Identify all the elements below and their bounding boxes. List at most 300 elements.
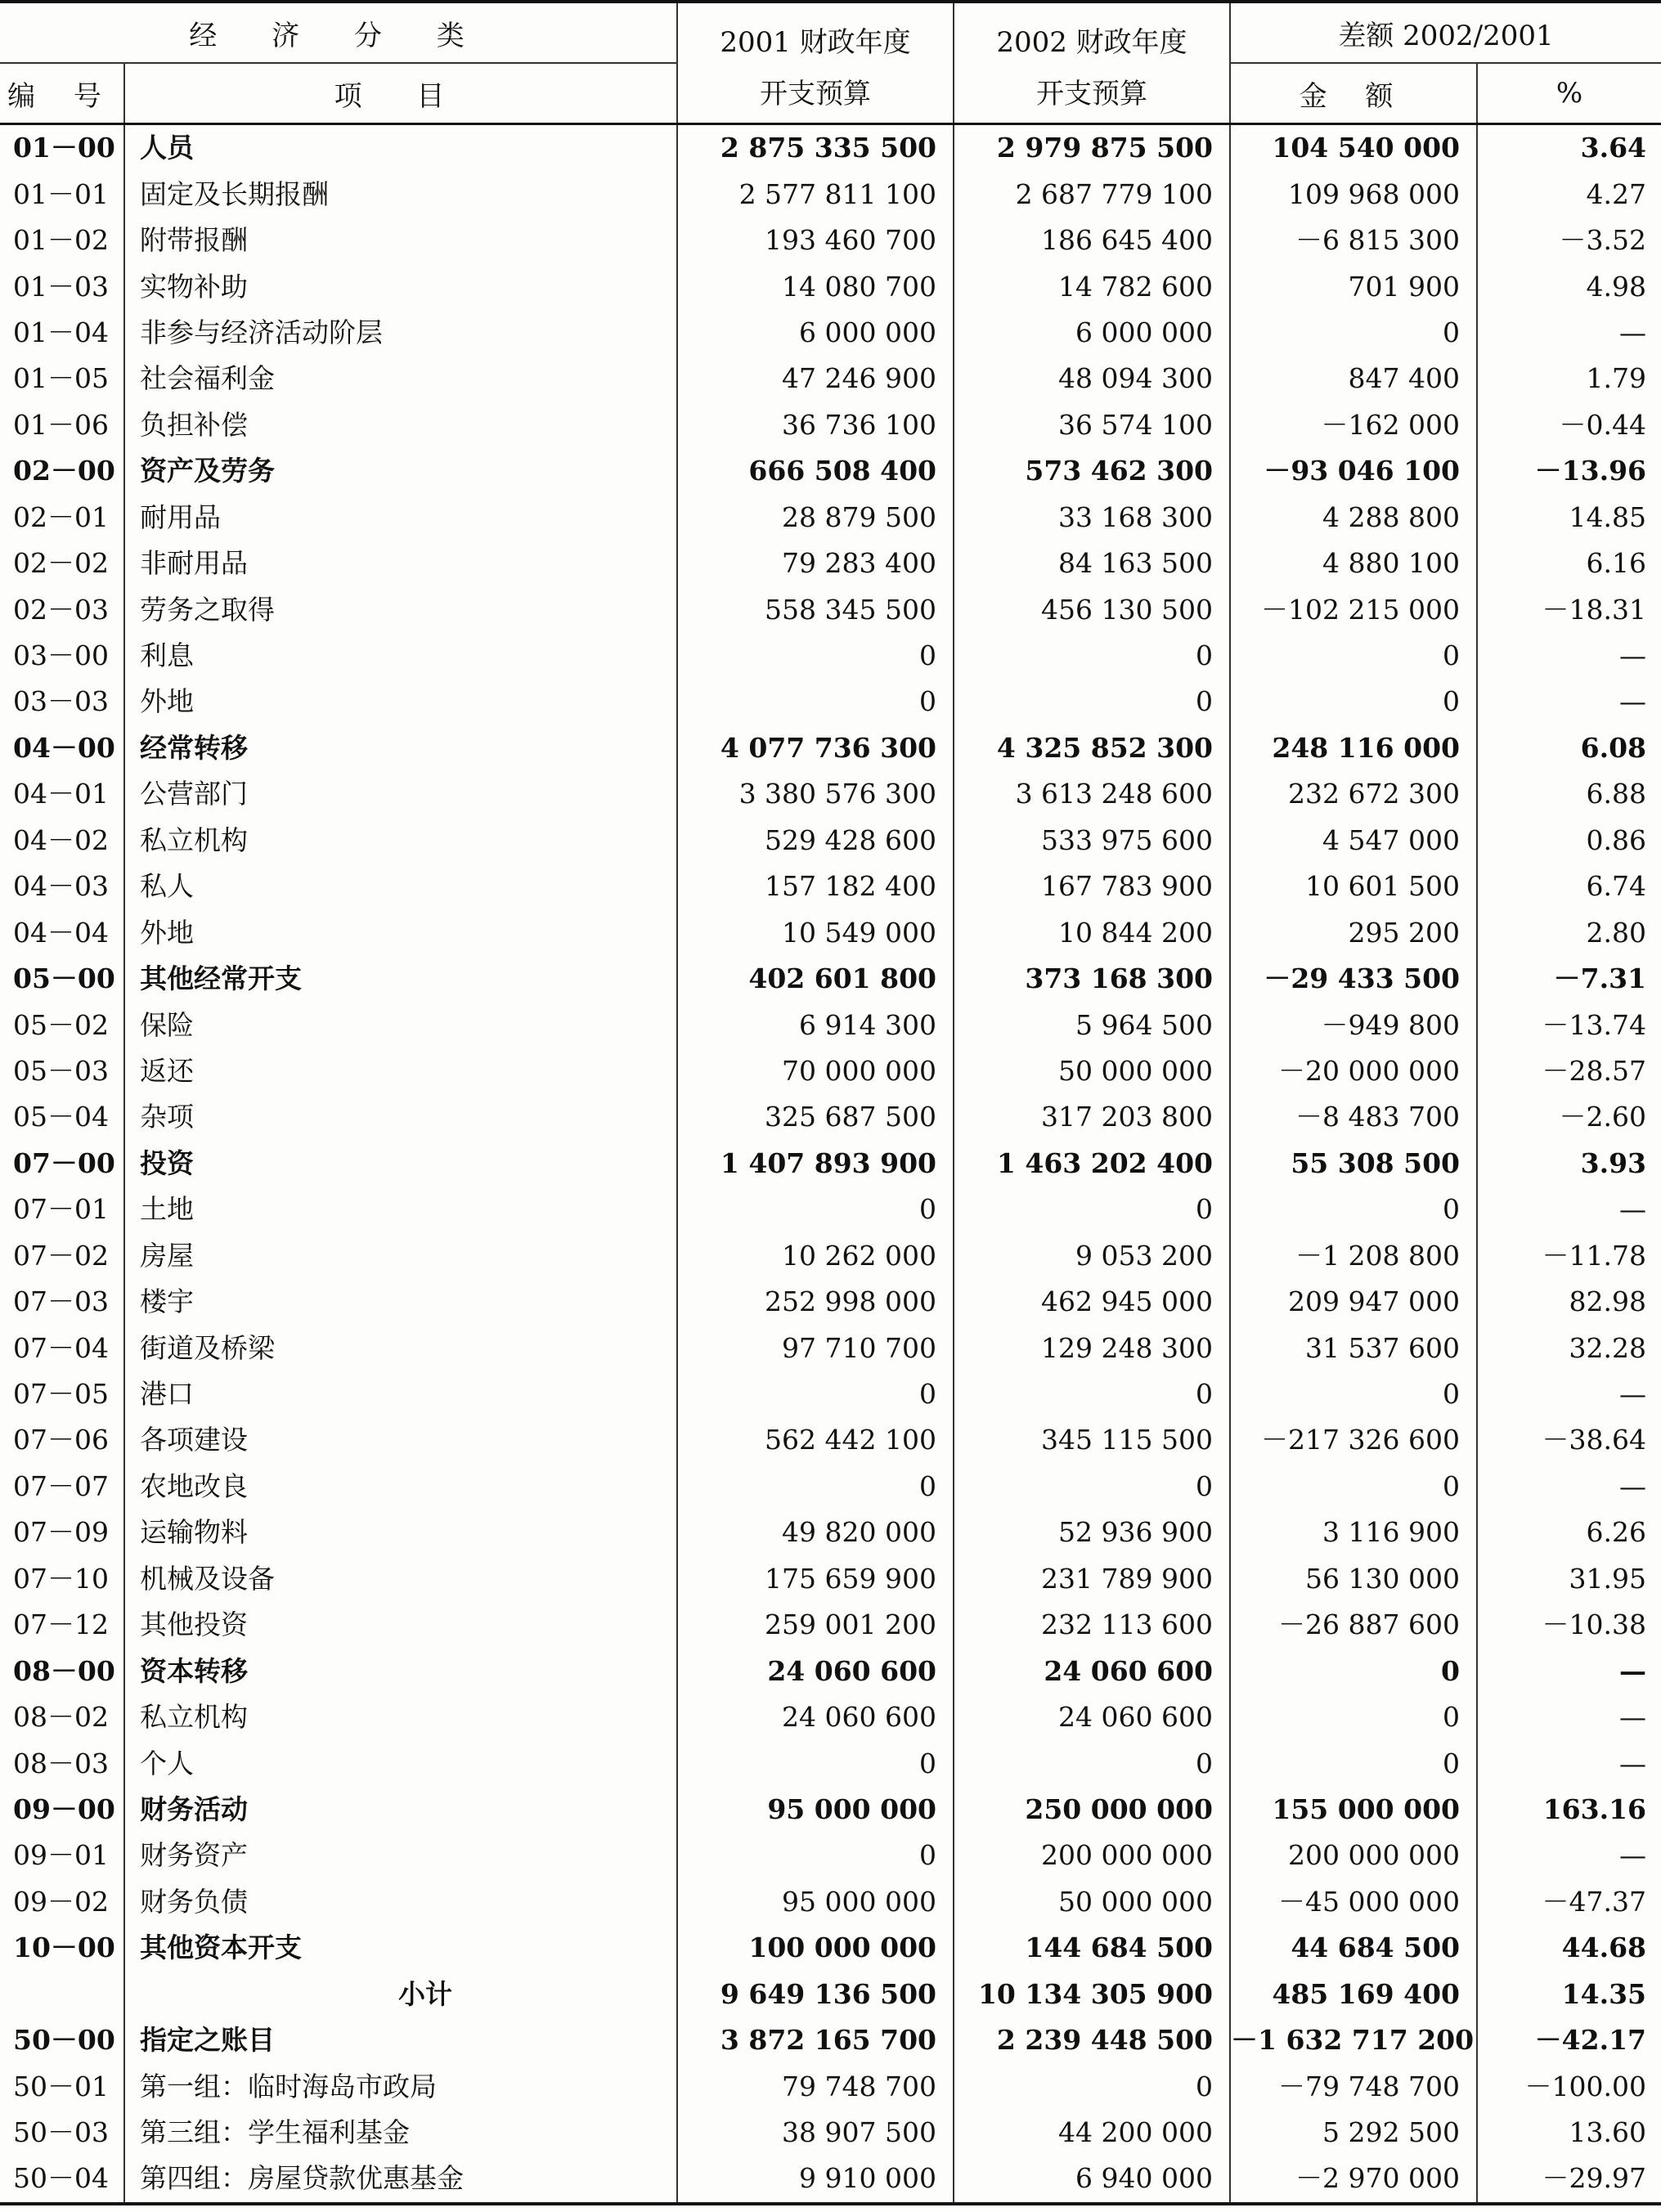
row-difference-percent: — (1619, 1654, 1647, 1687)
row-difference-percent: 4.98 (1586, 270, 1647, 303)
row-item-name: 人员 (124, 124, 677, 172)
row-code: 07－10 (0, 1556, 124, 1602)
row-difference-amount: 5 292 500 (1230, 2110, 1477, 2156)
row-code: 05－03 (0, 1048, 124, 1094)
row-code: 02－00 (0, 448, 124, 494)
row-item-name: 非参与经济活动阶层 (124, 310, 677, 356)
row-difference-amount: 0 (1230, 1740, 1477, 1786)
difference-header: 差额 2002/2001 (1230, 2, 1661, 63)
row-item-name: 指定之账目 (124, 2017, 677, 2063)
row-2001-budget: 2 577 811 100 (677, 171, 954, 217)
row-2001-budget: 0 (677, 679, 954, 725)
row-2001-budget: 558 345 500 (677, 586, 954, 632)
table-row (0, 1510, 1661, 1555)
table-row (0, 1925, 1661, 1971)
row-item-name: 私立机构 (124, 1694, 677, 1740)
table-row (0, 171, 1661, 217)
row-2001-budget: 529 428 600 (677, 818, 954, 864)
row-2001-budget: 325 687 500 (677, 1094, 954, 1140)
table-row (0, 1279, 1661, 1325)
row-difference-percent: －47.37 (1542, 1885, 1647, 1918)
row-difference-percent: 2.80 (1586, 916, 1647, 949)
row-item-name: 附带报酬 (124, 218, 677, 263)
row-2001-budget: 10 262 000 (677, 1233, 954, 1279)
row-2002-budget: 3 613 248 600 (954, 771, 1230, 817)
table-row (0, 1371, 1661, 1417)
row-code: 05－04 (0, 1094, 124, 1140)
row-item-name: 固定及长期报酬 (124, 171, 677, 217)
row-2002-budget: 44 200 000 (954, 2110, 1230, 2156)
row-difference-amount: －26 887 600 (1230, 1602, 1477, 1648)
row-item-name: 资产及劳务 (124, 448, 677, 494)
row-difference-percent: －28.57 (1542, 1054, 1647, 1087)
code-header (0, 63, 124, 124)
table-row (0, 1833, 1661, 1878)
row-item-name: 返还 (124, 1048, 677, 1094)
row-code: 01－05 (0, 356, 124, 402)
table-row (0, 2110, 1661, 2156)
row-2001-budget: 1 407 893 900 (677, 1141, 954, 1187)
row-code: 03－03 (0, 679, 124, 725)
row-item-name: 负担补偿 (124, 402, 677, 448)
row-code: 09－01 (0, 1833, 124, 1878)
table-header (0, 2, 1661, 124)
row-2001-budget: 95 000 000 (677, 1787, 954, 1833)
row-difference-amount: －29 433 500 (1230, 956, 1477, 1002)
table-row (0, 402, 1661, 448)
row-difference-amount: －217 326 600 (1230, 1417, 1477, 1463)
row-item-name: 其他资本开支 (124, 1925, 677, 1971)
table-row (0, 1417, 1661, 1463)
row-item-name: 港口 (124, 1371, 677, 1417)
row-code: 04－00 (0, 725, 124, 771)
row-2001-budget: 79 283 400 (677, 541, 954, 586)
row-difference-amount: 248 116 000 (1230, 725, 1477, 771)
row-item-name: 劳务之取得 (124, 586, 677, 632)
row-2001-budget: 49 820 000 (677, 1510, 954, 1555)
row-item-name: 其他经常开支 (124, 956, 677, 1002)
row-2002-budget: 33 168 300 (954, 495, 1230, 541)
row-2001-budget: 252 998 000 (677, 1279, 954, 1325)
row-item-name: 运输物料 (124, 1510, 677, 1555)
row-item-name: 土地 (124, 1187, 677, 1232)
table-row (0, 1002, 1661, 1048)
table-row (0, 818, 1661, 864)
row-code: 07－04 (0, 1325, 124, 1371)
row-difference-percent: — (1619, 1193, 1647, 1226)
table-row (0, 1325, 1661, 1371)
row-2002-budget: 317 203 800 (954, 1094, 1230, 1140)
row-2002-budget: 50 000 000 (954, 1048, 1230, 1094)
row-code (0, 1972, 124, 2017)
row-difference-percent: 1.79 (1586, 362, 1647, 395)
row-item-name: 公营部门 (124, 771, 677, 817)
row-2002-budget: 52 936 900 (954, 1510, 1230, 1555)
row-difference-amount: 31 537 600 (1230, 1325, 1477, 1371)
table-row (0, 1141, 1661, 1187)
row-2002-budget: 24 060 600 (954, 1648, 1230, 1694)
row-2001-budget: 10 549 000 (677, 909, 954, 955)
table-row (0, 864, 1661, 909)
row-item-name: 第三组：学生福利基金 (124, 2110, 677, 2156)
col-2002-line2: 开支预算 (1036, 78, 1147, 110)
row-difference-percent: 31.95 (1569, 1562, 1647, 1595)
row-2002-budget: 14 782 600 (954, 263, 1230, 309)
table-row (0, 909, 1661, 955)
row-2002-budget: 231 789 900 (954, 1556, 1230, 1602)
row-difference-amount: －102 215 000 (1230, 586, 1477, 632)
row-code: 04－03 (0, 864, 124, 909)
row-difference-percent: 14.35 (1561, 1977, 1647, 2010)
row-difference-percent: — (1619, 685, 1647, 718)
row-code: 02－03 (0, 586, 124, 632)
table-row (0, 586, 1661, 632)
row-difference-percent: — (1619, 1378, 1647, 1411)
row-2001-budget: 24 060 600 (677, 1694, 954, 1740)
row-2002-budget: 50 000 000 (954, 1879, 1230, 1925)
row-difference-amount: 847 400 (1230, 356, 1477, 402)
row-code: 05－00 (0, 956, 124, 1002)
row-2002-budget: 167 783 900 (954, 864, 1230, 909)
row-code: 07－05 (0, 1371, 124, 1417)
table-row (0, 1879, 1661, 1925)
row-item-name: 农地改良 (124, 1464, 677, 1510)
row-item-name: 外地 (124, 909, 677, 955)
table-row (0, 2156, 1661, 2203)
row-code: 07－03 (0, 1279, 124, 1325)
row-2001-budget: 666 508 400 (677, 448, 954, 494)
col-2001-line2: 开支预算 (760, 78, 871, 110)
col-2002-header (954, 2, 1230, 124)
row-difference-percent: －3.52 (1559, 224, 1647, 257)
row-2001-budget: 36 736 100 (677, 402, 954, 448)
row-difference-amount: 3 116 900 (1230, 1510, 1477, 1555)
col-2002-line1: 2002 财政年度 (996, 26, 1187, 59)
row-difference-percent: 13.60 (1569, 2116, 1647, 2149)
row-difference-percent: — (1619, 316, 1647, 348)
row-2001-budget: 2 875 335 500 (677, 124, 954, 172)
row-item-name: 第四组：房屋贷款优惠基金 (124, 2156, 677, 2203)
table-row (0, 1556, 1661, 1602)
row-2001-budget: 14 080 700 (677, 263, 954, 309)
row-2002-budget: 0 (954, 1371, 1230, 1417)
table-row (0, 124, 1661, 172)
row-difference-percent: 32.28 (1569, 1331, 1647, 1364)
row-difference-percent: 3.93 (1580, 1146, 1647, 1179)
row-difference-amount: 232 672 300 (1230, 771, 1477, 817)
row-item-name: 第一组：临时海岛市政局 (124, 2063, 677, 2109)
row-difference-percent: －42.17 (1534, 2024, 1647, 2057)
row-2002-budget: 129 248 300 (954, 1325, 1230, 1371)
row-2002-budget: 573 462 300 (954, 448, 1230, 494)
row-2001-budget: 95 000 000 (677, 1879, 954, 1925)
row-code: 07－02 (0, 1233, 124, 1279)
percent-header: % (1477, 63, 1661, 124)
row-2002-budget: 10 844 200 (954, 909, 1230, 955)
row-difference-amount: 0 (1230, 1464, 1477, 1510)
row-2002-budget: 0 (954, 633, 1230, 679)
row-item-name: 杂项 (124, 1094, 677, 1140)
row-difference-amount: －949 800 (1230, 1002, 1477, 1048)
row-difference-amount: 0 (1230, 633, 1477, 679)
table-row (0, 448, 1661, 494)
row-difference-amount: －1 208 800 (1230, 1233, 1477, 1279)
row-code: 08－03 (0, 1740, 124, 1786)
row-code: 50－04 (0, 2156, 124, 2203)
row-difference-amount: 0 (1230, 1371, 1477, 1417)
row-difference-amount: －8 483 700 (1230, 1094, 1477, 1140)
row-code: 07－12 (0, 1602, 124, 1648)
row-code: 04－01 (0, 771, 124, 817)
row-item-name: 其他投资 (124, 1602, 677, 1648)
item-header (124, 63, 677, 124)
row-difference-amount: －2 970 000 (1230, 2156, 1477, 2203)
row-difference-percent: －0.44 (1559, 408, 1647, 441)
row-2002-budget: 24 060 600 (954, 1694, 1230, 1740)
row-difference-percent: －29.97 (1477, 2156, 1661, 2203)
table-row (0, 263, 1661, 309)
row-difference-percent: 3.64 (1580, 132, 1647, 164)
row-code: 01－01 (0, 171, 124, 217)
row-code: 02－01 (0, 495, 124, 541)
row-2001-budget: 0 (677, 1464, 954, 1510)
row-2001-budget: 402 601 800 (677, 956, 954, 1002)
row-2002-budget: 0 (954, 679, 1230, 725)
row-2001-budget: 3 872 165 700 (677, 2017, 954, 2063)
row-difference-percent: 14.85 (1569, 500, 1647, 533)
row-difference-percent: 6.16 (1586, 547, 1647, 580)
row-code: 07－00 (0, 1141, 124, 1187)
table-row (0, 310, 1661, 356)
row-2002-budget: 84 163 500 (954, 541, 1230, 586)
row-2002-budget: 186 645 400 (954, 218, 1230, 263)
row-item-name: 外地 (124, 679, 677, 725)
row-difference-percent: －11.78 (1542, 1239, 1647, 1272)
amount-header-label: 金 额 (1299, 79, 1408, 113)
row-item-name: 实物补助 (124, 263, 677, 309)
row-code: 07－07 (0, 1464, 124, 1510)
row-difference-amount: －45 000 000 (1230, 1879, 1477, 1925)
table-row (0, 1233, 1661, 1279)
row-code: 09－00 (0, 1787, 124, 1833)
row-2002-budget: 2 239 448 500 (954, 2017, 1230, 2063)
amount-header (1230, 63, 1477, 124)
row-2001-budget: 47 246 900 (677, 356, 954, 402)
table-row (0, 495, 1661, 541)
row-difference-amount: －162 000 (1230, 402, 1477, 448)
row-difference-amount: 295 200 (1230, 909, 1477, 955)
row-code: 07－01 (0, 1187, 124, 1232)
row-item-name: 投资 (124, 1141, 677, 1187)
row-item-name: 财务资产 (124, 1833, 677, 1878)
row-difference-amount: 701 900 (1230, 263, 1477, 309)
table-row (0, 356, 1661, 402)
row-code: 09－02 (0, 1879, 124, 1925)
row-difference-percent: －13.74 (1542, 1008, 1647, 1041)
row-difference-amount: 0 (1230, 1694, 1477, 1740)
row-2001-budget: 0 (677, 1833, 954, 1878)
row-2001-budget: 3 380 576 300 (677, 771, 954, 817)
row-2001-budget: 193 460 700 (677, 218, 954, 263)
row-2002-budget: 533 975 600 (954, 818, 1230, 864)
row-item-name: 财务负债 (124, 1879, 677, 1925)
row-code: 02－02 (0, 541, 124, 586)
row-difference-percent: －18.31 (1542, 593, 1647, 626)
row-difference-percent: — (1619, 1469, 1647, 1502)
row-2002-budget: 232 113 600 (954, 1602, 1230, 1648)
row-code: 01－03 (0, 263, 124, 309)
row-2001-budget: 38 907 500 (677, 2110, 954, 2156)
row-item-name: 小计 (124, 1972, 677, 2017)
table-row (0, 1602, 1661, 1648)
row-difference-percent: 163.16 (1542, 1792, 1647, 1825)
table-row (0, 1094, 1661, 1140)
row-difference-amount: 109 968 000 (1230, 171, 1477, 217)
row-difference-amount: 4 288 800 (1230, 495, 1477, 541)
row-item-name: 房屋 (124, 1233, 677, 1279)
col-2001-line1: 2001 财政年度 (720, 26, 911, 59)
row-2001-budget: 0 (677, 1371, 954, 1417)
row-2002-budget: 200 000 000 (954, 1833, 1230, 1878)
table-row (0, 725, 1661, 771)
item-header-label: 项 目 (334, 79, 468, 113)
table-row (0, 679, 1661, 725)
row-difference-amount: －20 000 000 (1230, 1048, 1477, 1094)
row-difference-amount: －6 815 300 (1230, 218, 1477, 263)
row-2002-budget: 4 325 852 300 (954, 725, 1230, 771)
row-difference-amount: －79 748 700 (1230, 2063, 1477, 2109)
row-2001-budget: 9 649 136 500 (677, 1972, 954, 2017)
table-row (0, 1187, 1661, 1232)
row-2001-budget: 175 659 900 (677, 1556, 954, 1602)
row-difference-percent: 6.08 (1580, 731, 1647, 764)
row-difference-amount: 4 880 100 (1230, 541, 1477, 586)
row-difference-percent: — (1619, 1747, 1647, 1779)
row-2002-budget: 0 (954, 2063, 1230, 2109)
row-code: 50－01 (0, 2063, 124, 2109)
row-2002-budget: 2 979 875 500 (954, 124, 1230, 172)
row-code: 01－06 (0, 402, 124, 448)
row-2001-budget: 157 182 400 (677, 864, 954, 909)
row-2001-budget: 70 000 000 (677, 1048, 954, 1094)
row-2002-budget: 2 687 779 100 (954, 171, 1230, 217)
row-difference-percent: 4.27 (1586, 177, 1647, 210)
row-2002-budget: 0 (954, 1464, 1230, 1510)
row-difference-amount: 209 947 000 (1230, 1279, 1477, 1325)
row-2002-budget: 10 134 305 900 (954, 1972, 1230, 2017)
row-code: 07－06 (0, 1417, 124, 1463)
row-2002-budget: 144 684 500 (954, 1925, 1230, 1971)
table-row (0, 1648, 1661, 1694)
row-2001-budget: 100 000 000 (677, 1925, 954, 1971)
row-difference-percent: — (1619, 1701, 1647, 1734)
row-difference-percent: －38.64 (1542, 1424, 1647, 1456)
table-row (0, 218, 1661, 263)
row-code: 04－02 (0, 818, 124, 864)
row-difference-amount: 44 684 500 (1230, 1925, 1477, 1971)
row-2002-budget: 345 115 500 (954, 1417, 1230, 1463)
row-item-name: 耐用品 (124, 495, 677, 541)
table-row (0, 771, 1661, 817)
row-code: 08－02 (0, 1694, 124, 1740)
row-code: 08－00 (0, 1648, 124, 1694)
row-2002-budget: 456 130 500 (954, 586, 1230, 632)
row-difference-percent: －2.60 (1559, 1101, 1647, 1133)
row-code: 50－03 (0, 2110, 124, 2156)
row-2002-budget: 36 574 100 (954, 402, 1230, 448)
row-2002-budget: 5 964 500 (954, 1002, 1230, 1048)
row-item-name: 楼宇 (124, 1279, 677, 1325)
row-difference-amount: －93 046 100 (1230, 448, 1477, 494)
row-2001-budget: 4 077 736 300 (677, 725, 954, 771)
row-difference-amount: 56 130 000 (1230, 1556, 1477, 1602)
row-difference-amount: 200 000 000 (1230, 1833, 1477, 1878)
row-2002-budget: 0 (954, 1740, 1230, 1786)
row-difference-percent: — (1619, 639, 1647, 672)
table-row (0, 1740, 1661, 1786)
row-item-name: 个人 (124, 1740, 677, 1786)
row-item-name: 街道及桥梁 (124, 1325, 677, 1371)
row-code: 01－02 (0, 218, 124, 263)
table-row (0, 1787, 1661, 1833)
row-difference-amount: 55 308 500 (1230, 1141, 1477, 1187)
row-item-name: 私立机构 (124, 818, 677, 864)
row-difference-percent: 6.74 (1586, 870, 1647, 903)
subtotal-row (0, 1972, 1661, 2017)
row-item-name: 财务活动 (124, 1787, 677, 1833)
row-2001-budget: 79 748 700 (677, 2063, 954, 2109)
economic-category-header (0, 2, 677, 63)
row-code: 05－02 (0, 1002, 124, 1048)
row-difference-percent: －13.96 (1534, 455, 1647, 487)
row-code: 01－00 (0, 124, 124, 172)
row-2002-budget: 250 000 000 (954, 1787, 1230, 1833)
row-difference-amount: 155 000 000 (1230, 1787, 1477, 1833)
row-difference-percent: 82.98 (1569, 1285, 1647, 1318)
code-header-label: 编 号 (7, 79, 116, 113)
row-item-name: 利息 (124, 633, 677, 679)
row-difference-percent: — (1619, 1839, 1647, 1872)
table-row (0, 1464, 1661, 1510)
table-row (0, 2063, 1661, 2109)
row-code: 07－09 (0, 1510, 124, 1555)
row-2001-budget: 6 914 300 (677, 1002, 954, 1048)
row-2001-budget: 6 000 000 (677, 310, 954, 356)
row-difference-amount: －1 632 717 200 (1230, 2017, 1477, 2063)
row-item-name: 经常转移 (124, 725, 677, 771)
row-difference-amount: 0 (1230, 1187, 1477, 1232)
row-2002-budget: 9 053 200 (954, 1233, 1230, 1279)
row-item-name: 机械及设备 (124, 1556, 677, 1602)
row-code: 01－04 (0, 310, 124, 356)
row-2002-budget: 48 094 300 (954, 356, 1230, 402)
row-code: 04－04 (0, 909, 124, 955)
row-2001-budget: 0 (677, 1187, 954, 1232)
row-difference-percent: 0.86 (1586, 823, 1647, 856)
row-difference-amount: 0 (1230, 310, 1477, 356)
row-difference-amount: 485 169 400 (1230, 1972, 1477, 2017)
row-item-name: 资本转移 (124, 1648, 677, 1694)
table-row (0, 541, 1661, 586)
table-row (0, 2017, 1661, 2063)
row-difference-amount: 4 547 000 (1230, 818, 1477, 864)
row-difference-amount: 104 540 000 (1230, 124, 1477, 172)
row-2001-budget: 0 (677, 633, 954, 679)
row-difference-percent: 44.68 (1561, 1932, 1647, 1964)
row-difference-amount: 0 (1230, 679, 1477, 725)
table-row (0, 1048, 1661, 1094)
economic-category-label: 经 济 分 类 (189, 19, 487, 52)
